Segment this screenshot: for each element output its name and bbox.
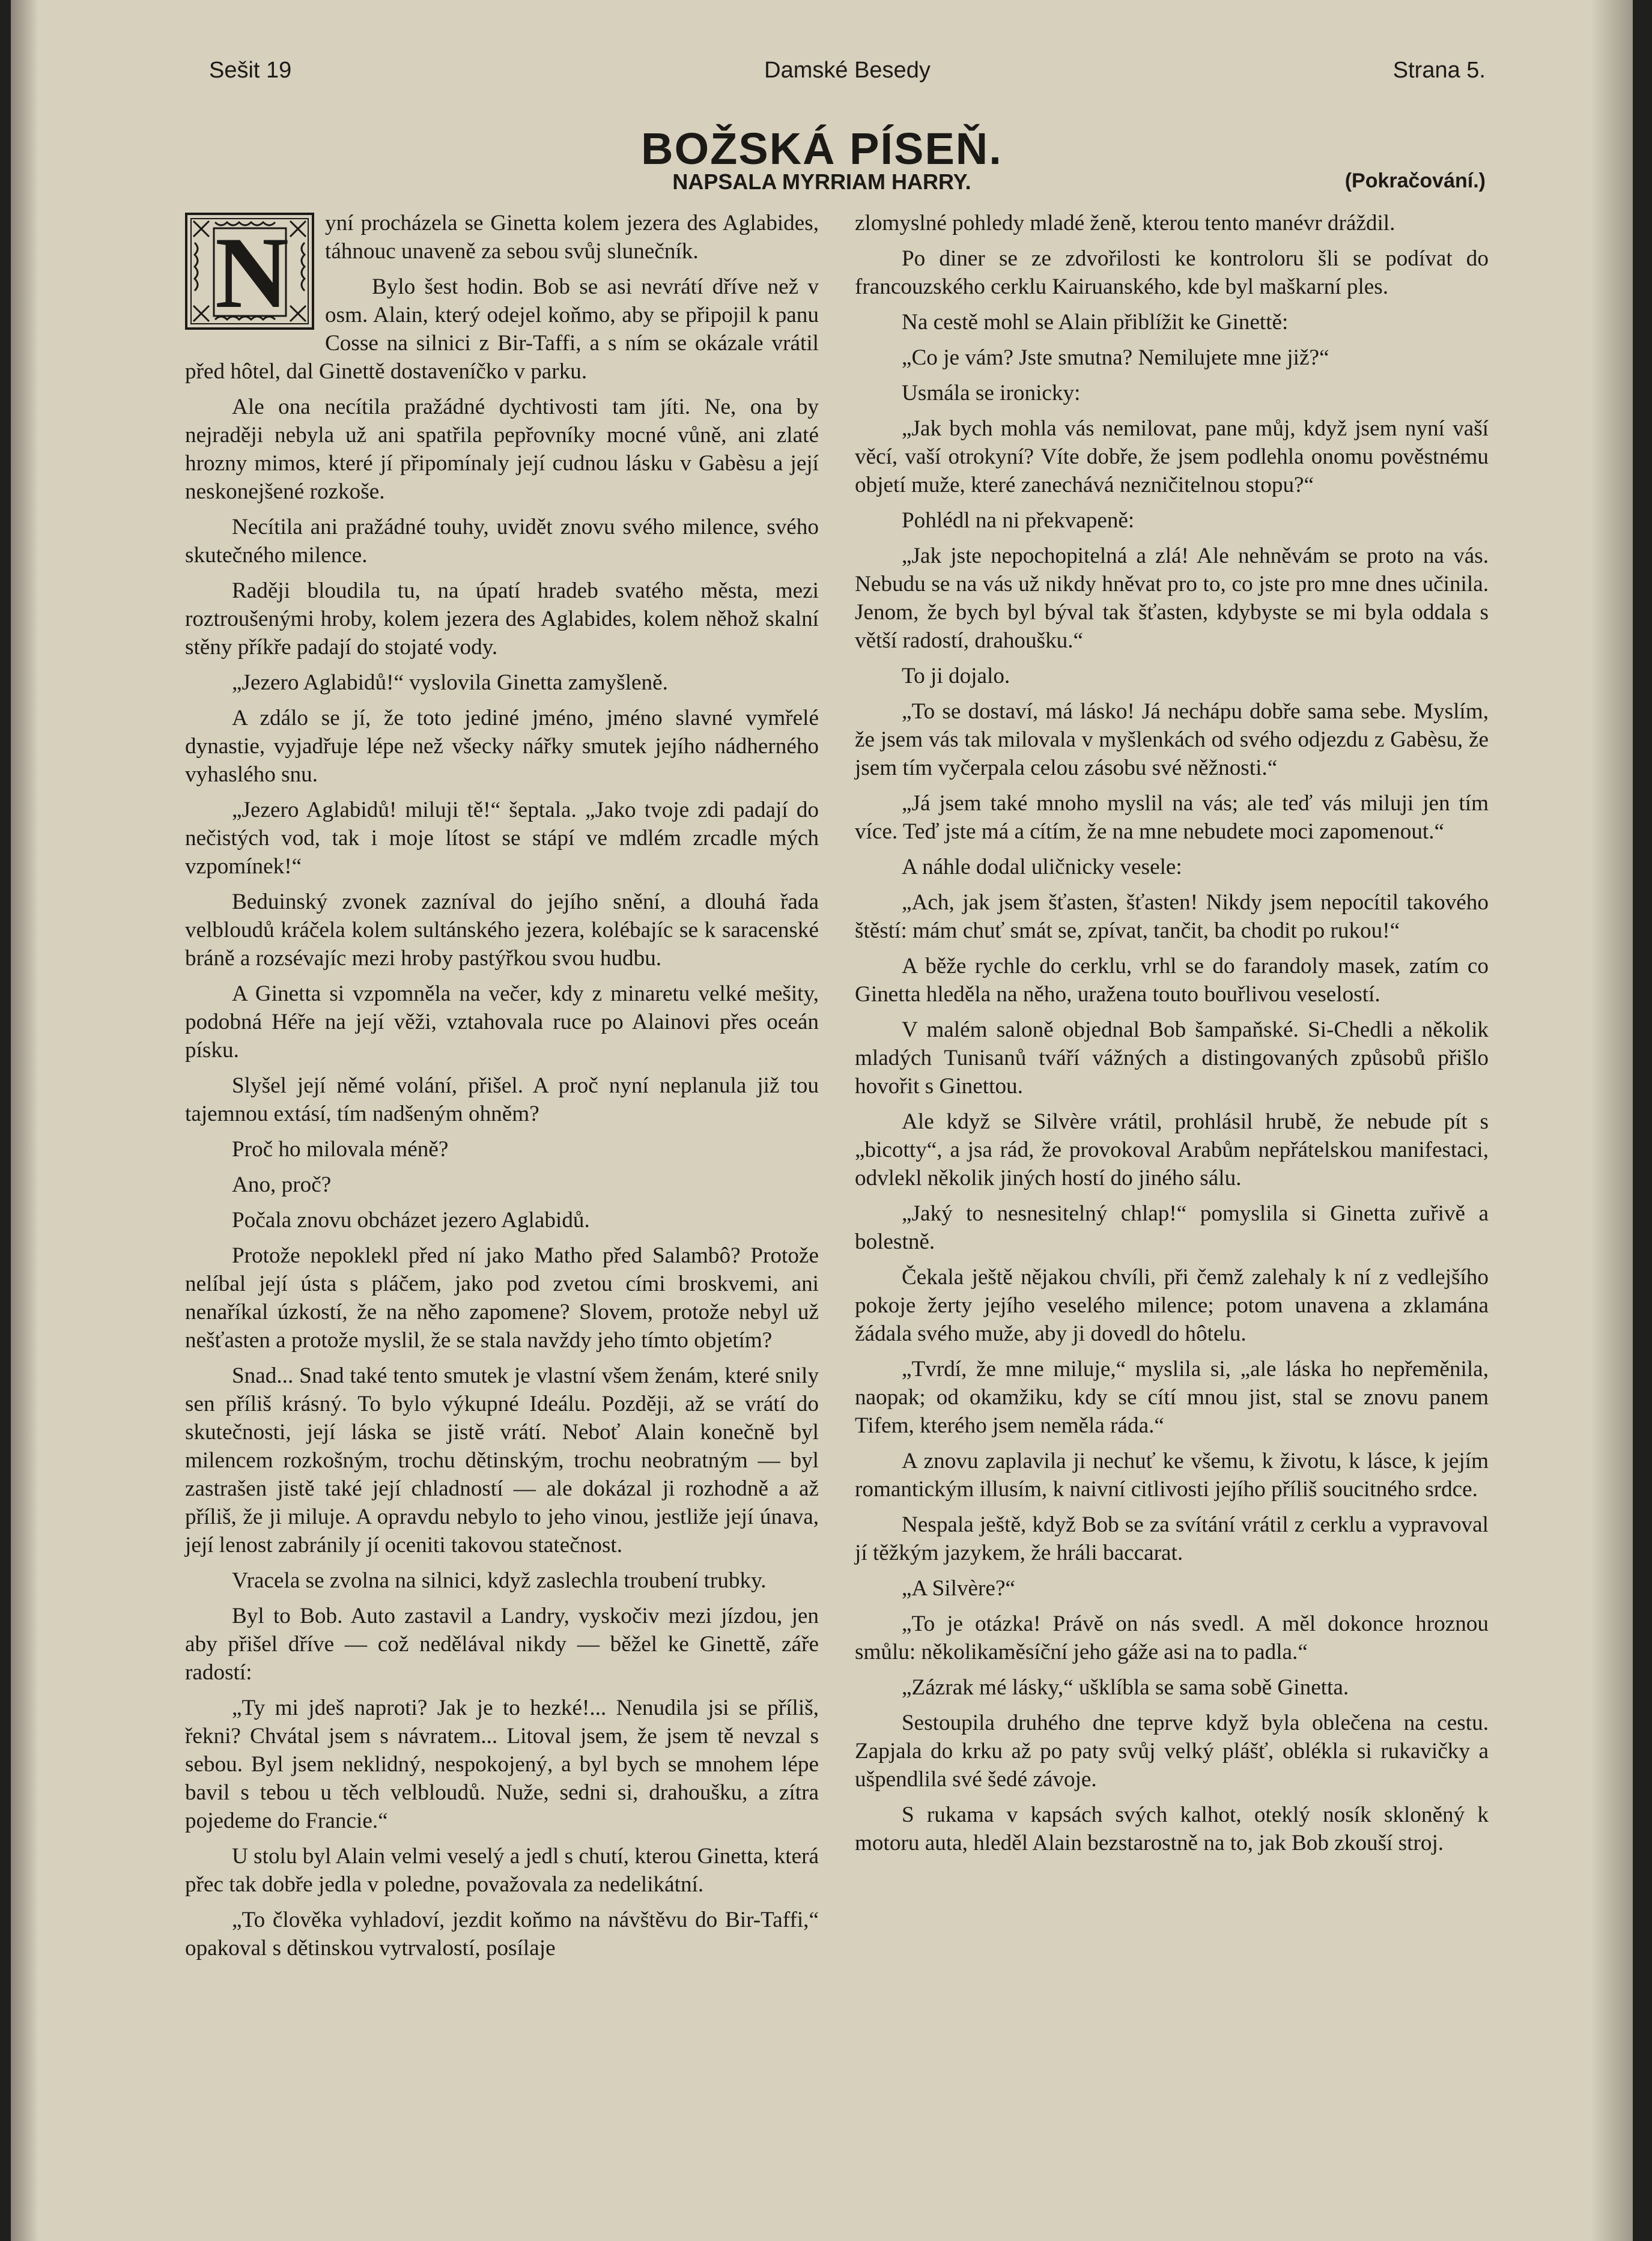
paragraph: „Tvrdí, že mne miluje,“ myslila si, „ale láska ho nepřeměnila, naopak; od okamžiku, kdy se cítí mnou jist, stal se znovu panem Tifem, kterého jsem neměla ráda.“ [855, 1357, 1489, 1438]
paragraph: Necítila ani pražádné touhy, uvidět znovu svého milence, svého skutečného milence. [185, 515, 819, 568]
paragraph: Protože nepoklekl před ní jako Matho před Salambô? Protože nelíbal její ústa s pláčem, jako pod zvetou cími broskvemi, ani nenaříkal úzkostí, že na něho zapomene? Slovem, protože nebyl už nešťasten a protože myslil, že se stala navždy jeho tímto objetím? [185, 1243, 819, 1353]
paragraph: Slyšel její němé volání, přišel. A proč nyní neplanula již tou tajemnou extásí, tím nadšeným ohněm? [185, 1073, 819, 1126]
paragraph: V malém saloně objednal Bob šampaňské. Si-Chedli a několik mladých Tunisanů tváří vážných a distingovaných způsobů přišlo hovořit s Ginettou. [855, 1017, 1489, 1099]
paragraph: „Ty mi jdeš naproti? Jak je to hezké!... Nenudila jsi se příliš, řekni? Chvátal jsem s návratem... Litoval jsem, že jsem tě nevzal s sebou. Byl jsem neklidný, nespokojený, a byl bych se mnohem lépe bavil s tebou u těch velbloudů. Nuže, sedni si, drahoušku, a zítra pojedeme do Francie.“ [185, 1696, 819, 1833]
paragraph: A běže rychle do cerklu, vrhl se do farandoly masek, zatím co Ginetta hleděla na něho, uražena touto bouřlivou veselostí. [855, 954, 1489, 1007]
paragraph: Na cestě mohl se Alain přiblížit ke Ginettě: [902, 310, 1289, 335]
right-column [855, 209, 1489, 1864]
dropcap-letter: N [215, 216, 289, 329]
page-number: Strana 5. [1392, 58, 1486, 83]
paragraph: „Ach, jak jsem šťasten, šťasten! Nikdy jsem nepocítil takového štěstí: mám chuť smát se, zpívat, tančit, ba chodit po rukou!“ [855, 890, 1489, 943]
paragraph: Snad... Snad také tento smutek je vlastní všem ženám, které snily sen příliš krásný. To bylo výkupné Ideálu. Později, až se vrátí do skutečnosti, její láska se jistě vrátí. Neboť Alain konečně byl milencem rozkošným, trochu dětinským, trochu neobratným — byl zastrašen jistě také její chladností — ale dokázal ji rozhodně a až příliš, že ji miluje. A opravdu nebylo to jeho vinou, jestliže její únava, její lenost zabránily jí oceniti takovou statečnost. [185, 1363, 819, 1557]
article-byline: NAPSALA MYRRIAM HARRY. [672, 169, 971, 194]
paragraph: Beduinský zvonek zazníval do jejího snění, a dlouhá řada velbloudů kráčela kolem sultánského jezera, kolébajíc se k saracenské bráně a rozsévajíc mezi hroby pastýřkou svou hudbu. [185, 890, 819, 971]
paragraph: „Já jsem také mnoho myslil na vás; ale teď vás miluji jen tím více. Teď jste má a cítím, že na mne nebudete moci zapomenout.“ [855, 791, 1489, 844]
running-header [209, 58, 1486, 94]
paragraph: Ale ona necítila pražádné dychtivosti tam jíti. Ne, ona by nejraději nebyla už ani spatřila pepřovníky mocné vůně, ani zlaté hrozny mimos, které jí připomínaly její cudnou lásku v Gabèsu a její neskonejšené rozkoše. [185, 395, 819, 504]
paragraph: Vracela se zvolna na silnici, když zaslechla troubení trubky. [232, 1568, 767, 1593]
paragraph: „Jak jste nepochopitelná a zlá! Ale nehněvám se proto na vás. Nebudu se na vás už nikdy hněvat pro to, co jste pro mne dnes učinila. Jenom, že bych byl býval tak šťasten, kdybyste se mi byla oddala s větší radostí, drahoušku.“ [855, 544, 1489, 653]
paragraph: A náhle dodal uličnicky vesele: [902, 855, 1182, 879]
paragraph: Sestoupila druhého dne teprve když byla oblečena na cestu. Zapjala do krku až po paty svůj velký plášť, oblékla si rukavičky a ušpendlila své šedé závoje. [855, 1711, 1489, 1792]
paragraph: yní procházela se Ginetta kolem jezera des Aglabides, táhnouc unaveně za sebou svůj slunečník. [325, 211, 819, 264]
paragraph: „A Silvère?“ [902, 1576, 1015, 1601]
issue-number: Sešit 19 [209, 58, 292, 83]
paragraph: Po diner se ze zdvořilosti ke kontroloru šli se podívat do francouzského cerklu Kairuanského, kde byl maškarní ples. [855, 246, 1489, 299]
paragraph: A zdálo se jí, že toto jediné jméno, jméno slavné vymřelé dynastie, vyjadřuje lépe než všecky nářky smutek jejího nádherného vyhaslého snu. [185, 706, 819, 787]
paragraph: „Jak bych mohla vás nemilovat, pane můj, když jsem nyní vaší věcí, vaší otrokyní? Víte dobře, že jsem podlehla onomu pověstnému objetí muže, které zanechává nezničitelnou stopu?“ [855, 416, 1489, 497]
paragraph: Proč ho milovala méně? [232, 1137, 449, 1162]
paragraph: „Jezero Aglabidů!“ vyslovila Ginetta zamyšleně. [232, 670, 668, 695]
article-title: BOŽSKÁ PÍSEŇ. [641, 124, 1003, 174]
paragraph: Bylo šest hodin. Bob se asi nevrátí dříve než v osm. Alain, který odejel koňmo, aby se připojil k panu Cosse na silnici z Bir-Taffi, a s ním se okázale vrátil před hôtel, dal Ginettě dostaveníčko v parku. [185, 274, 819, 384]
paragraph: „To je otázka! Právě on nás svedl. A měl dokonce hroznou smůlu: několikaměsíční jeho gáže asi na to padla.“ [855, 1612, 1489, 1664]
left-column [185, 209, 819, 1970]
paragraph: Usmála se ironicky: [902, 381, 1081, 405]
paragraph: Počala znovu obcházet jezero Aglabidů. [232, 1208, 590, 1233]
paragraph: „To se dostaví, má lásko! Já nechápu dobře sama sebe. Myslím, že jsem vás tak milovala v myšlenkách od svého odjezdu z Gabèsu, že jsem tím vyčerpala celou zásobu své něžnosti.“ [855, 699, 1489, 780]
paragraph: To ji dojalo. [902, 664, 1010, 688]
paragraph: Byl to Bob. Auto zastavil a Landry, vyskočiv mezi jízdou, jen aby přišel dříve — což nedělával nikdy — běžel ke Ginettě, záře radostí: [185, 1604, 819, 1685]
magazine-page [11, 0, 1633, 2241]
paragraph: A Ginetta si vzpomněla na večer, kdy z minaretu velké mešity, podobná Héře na její věži, vztahovala ruce po Alainovi přes oceán písku. [185, 981, 819, 1063]
paragraph: „Zázrak mé lásky,“ ušklíbla se sama sobě Ginetta. [902, 1675, 1349, 1700]
paragraph: Raději bloudila tu, na úpatí hradeb svatého města, mezi roztroušenými hroby, kolem jezera des Aglabides, kolem něhož skalní stěny příkře padají do stojaté vody. [185, 578, 819, 660]
paragraph: Ano, proč? [232, 1172, 332, 1197]
paragraph: „Jezero Aglabidů! miluji tě!“ šeptala. „Jako tvoje zdi padají do nečistých vod, tak i moje lítost se stápí ve mdlém zrcadle mých vzpomínek!“ [185, 798, 819, 879]
page-edge-shadow [1591, 0, 1633, 2241]
paragraph: Čekala ještě nějakou chvíli, při čemž zalehaly k ní z vedlejšího pokoje žerty jejího veselého milence; potom unavena a zklamána žádala svého muže, aby ji dovedl do hôtelu. [855, 1265, 1489, 1346]
paragraph: „Co je vám? Jste smutna? Nemilujete mne již?“ [902, 345, 1329, 370]
paragraph: A znovu zaplavila ji nechuť ke všemu, k životu, k lásce, k jejím romantickým illusím, k naivní citlivosti jejího příliš soucitného srdce. [855, 1449, 1489, 1502]
paragraph: U stolu byl Alain velmi veselý a jedl s chutí, kterou Ginetta, která přec tak dobře jedla v poledne, považovala za nedelikátní. [185, 1844, 819, 1897]
paragraph: Nespala ještě, když Bob se za svítání vrátil z cerklu a vypravoval jí těžkým jazykem, že hráli baccarat. [855, 1512, 1489, 1565]
magazine-name: Damské Besedy [764, 58, 931, 83]
paragraph: „Jaký to nesnesitelný chlap!“ pomyslila si Ginetta zuřivě a bolestně. [855, 1201, 1489, 1254]
paragraph: „To člověka vyhladoví, jezdit koňmo na návštěvu do Bir-Taffi,“ opakoval s dětinskou vytrvalostí, posílaje [185, 1908, 819, 1960]
paragraph: zlomyslné pohledy mladé ženě, kterou tento manévr dráždil. [855, 211, 1395, 235]
paragraph: Pohlédl na ni překvapeně: [902, 508, 1135, 533]
continued-note: (Pokračování.) [1344, 169, 1486, 192]
paragraph: Ale když se Silvère vrátil, prohlásil hrubě, že nebude pít s „bicotty“, a jsa rád, že provokoval Arabům nepřátelskou manifestaci, odvlekl několik jiných hostí do jiného sálu. [855, 1109, 1489, 1190]
dropcap-ornament [185, 213, 314, 330]
paragraph: S rukama v kapsách svých kalhot, oteklý nosík skloněný k motoru auta, hleděl Alain bezstarostně na to, jak Bob zkouší stroj. [855, 1803, 1489, 1855]
page-gutter-shadow [11, 0, 38, 2241]
